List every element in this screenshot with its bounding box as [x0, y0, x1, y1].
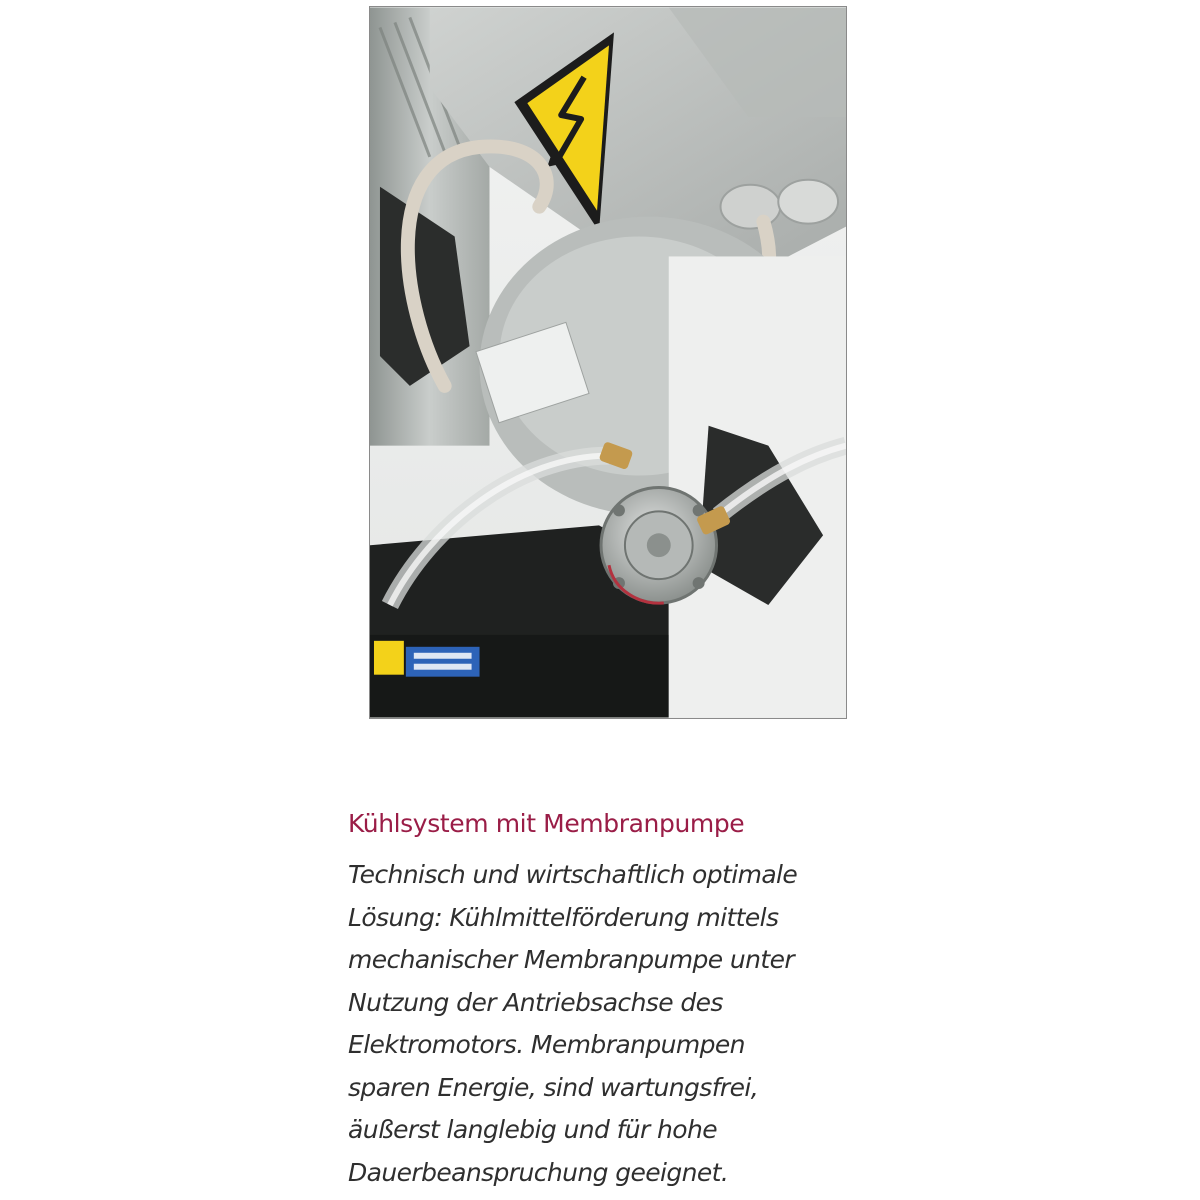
caption-line: mechanischer Membranpumpe unter — [348, 945, 795, 974]
diaphragm-pump — [601, 487, 717, 603]
caption-line: Lösung: Kühlmittelförderung mittels — [348, 902, 779, 932]
product-photo — [369, 6, 847, 719]
caption-block — [348, 806, 908, 1194]
safety-label — [374, 641, 404, 675]
caption-line: Elektromotors. Membranpumpen — [348, 1030, 745, 1059]
pump-illustration — [370, 7, 846, 718]
info-plate — [406, 647, 480, 677]
caption-heading: Kühlsystem mit Membranpumpe — [348, 809, 745, 838]
caption-line: sparen Energie, sind wartungsfrei, — [348, 1072, 759, 1102]
caption-line: Technisch und wirtschaftlich optimale — [348, 860, 798, 889]
caption-line: Dauerbeanspruchung geeignet. — [348, 1157, 729, 1187]
caption-line: äußerst langlebig und für hohe — [348, 1115, 718, 1144]
caption-body — [348, 854, 908, 1194]
caption-line: Nutzung der Antriebsachse des — [348, 987, 723, 1017]
